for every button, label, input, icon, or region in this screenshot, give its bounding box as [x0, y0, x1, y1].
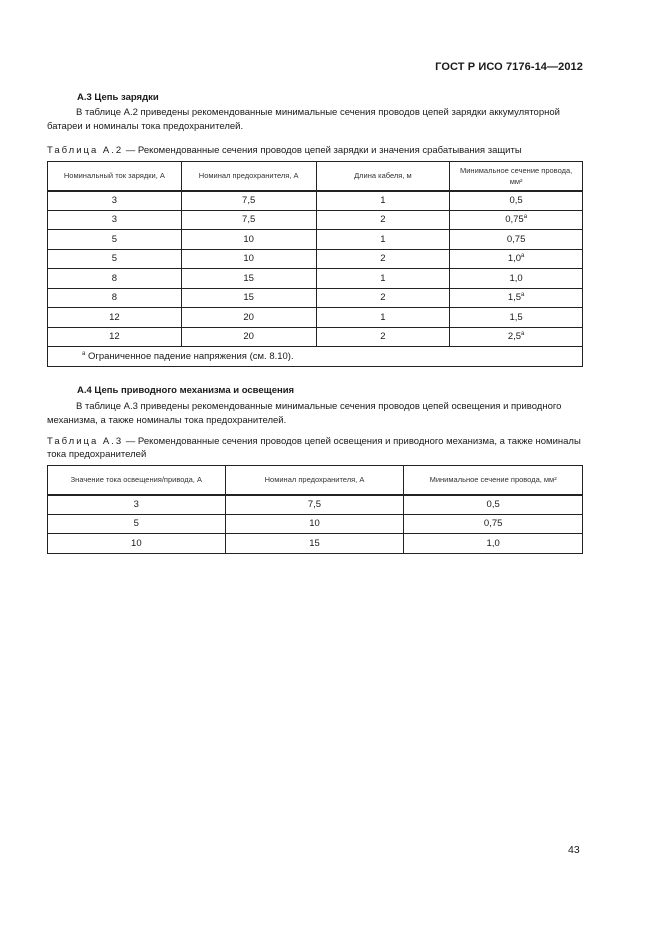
table-row [48, 249, 583, 269]
table-a3-caption [47, 435, 585, 461]
cell-fuse: 10 [181, 230, 316, 250]
cell-fuse: 10 [181, 249, 316, 269]
table-row [48, 191, 583, 211]
table-a2-footnote-row [48, 347, 583, 367]
footnote-marker: a [521, 292, 525, 299]
table-a3-header-current: Значение тока освещения/привода, А [48, 466, 226, 495]
table-a2-header-fuse: Номинал предохранителя, А [181, 162, 316, 191]
cell-section [450, 191, 583, 211]
table-a2-header-row [48, 162, 583, 191]
cell-current: 5 [48, 514, 226, 534]
cell-fuse: 7,5 [181, 191, 316, 211]
cell-section [450, 210, 583, 230]
table-a3-header-row [48, 466, 583, 495]
table-row [48, 230, 583, 250]
cell-section [450, 230, 583, 250]
table-row [48, 534, 583, 554]
footnote-marker: a [523, 214, 528, 221]
table-a2-caption [47, 144, 585, 157]
table-a2-header-section: Минимальное сечение провода, мм² [450, 162, 583, 191]
cell-fuse: 15 [225, 534, 404, 554]
cell-length: 1 [316, 308, 450, 328]
footnote-marker: a [521, 253, 525, 260]
cell-current: 5 [48, 249, 182, 269]
cell-current: 12 [48, 308, 182, 328]
page-number: 43 [568, 844, 580, 856]
cell-section-value: 1,5 [509, 311, 523, 323]
cell-section-value: 1,0 [509, 272, 523, 284]
cell-section: 0,75 [404, 514, 583, 534]
cell-section-value: 2,5 [507, 331, 522, 343]
cell-section-value: 1,5 [507, 292, 522, 304]
table-a2-header-current: Номинальный ток зарядки, А [48, 162, 182, 191]
cell-section [450, 308, 583, 328]
table-a3 [47, 465, 583, 554]
cell-section [450, 249, 583, 269]
table-a2-label: Таблица А.2 [47, 145, 124, 156]
cell-fuse: 20 [181, 327, 316, 347]
table-a2-header-length: Длина кабеля, м [316, 162, 450, 191]
cell-section: 0,5 [404, 495, 583, 515]
cell-current: 8 [48, 288, 182, 308]
cell-section-value: 0,75 [506, 233, 526, 245]
cell-length: 2 [316, 288, 450, 308]
cell-section [450, 288, 583, 308]
cell-fuse: 20 [181, 308, 316, 328]
cell-length: 2 [316, 327, 450, 347]
section-a4-paragraph: В таблице А.3 приведены рекомендованные минимальные сечения проводов цепей освещения и приводного механизма, а также номиналы тока предохранителей. [47, 401, 562, 426]
table-a2 [47, 161, 583, 367]
cell-current: 10 [48, 534, 226, 554]
table-row [48, 269, 583, 289]
cell-length: 2 [316, 249, 450, 269]
table-row [48, 288, 583, 308]
footnote-marker: a [521, 331, 525, 338]
table-row [48, 308, 583, 328]
cell-fuse: 15 [181, 288, 316, 308]
table-a2-title: — Рекомендованные сечения проводов цепей зарядки и значения срабатывания защиты [123, 145, 522, 156]
table-a3-header-section: Минимальное сечение провода, мм² [404, 466, 583, 495]
cell-section-value: 1,0 [507, 253, 522, 265]
table-a3-header-fuse: Номинал предохранителя, А [225, 466, 404, 495]
cell-fuse: 7,5 [225, 495, 404, 515]
table-row [48, 210, 583, 230]
cell-fuse: 10 [225, 514, 404, 534]
table-a3-label: Таблица А.3 [47, 436, 124, 447]
cell-current: 3 [48, 495, 226, 515]
cell-length: 2 [316, 210, 450, 230]
section-a3-paragraph: В таблице А.2 приведены рекомендованные минимальные сечения проводов цепей зарядки аккумуляторной батареи и номиналы тока предохранителей. [47, 107, 560, 132]
table-a2-footnote [48, 347, 583, 367]
section-heading-a4: А.4 Цепь приводного механизма и освещения [77, 385, 295, 396]
cell-length: 1 [316, 191, 450, 211]
cell-section: 1,0 [404, 534, 583, 554]
footnote-text: Ограниченное падение напряжения (см. 8.10). [85, 351, 294, 362]
document-id: ГОСТ Р ИСО 7176-14—2012 [435, 61, 583, 73]
cell-fuse: 7,5 [181, 210, 316, 230]
cell-current: 3 [48, 191, 182, 211]
cell-section-value: 0,75 [505, 214, 524, 226]
cell-length: 1 [316, 230, 450, 250]
table-row [48, 327, 583, 347]
footnote-marker: a [82, 350, 86, 357]
cell-current: 3 [48, 210, 182, 230]
cell-section [450, 327, 583, 347]
cell-section [450, 269, 583, 289]
cell-fuse: 15 [181, 269, 316, 289]
cell-current: 8 [48, 269, 182, 289]
table-a3-title: — Рекомендованные сечения проводов цепей освещения и приводного механизма, а также номиналы тока предохранителей [47, 436, 581, 460]
cell-current: 12 [48, 327, 182, 347]
table-row [48, 495, 583, 515]
cell-current: 5 [48, 230, 182, 250]
cell-section-value: 0,5 [509, 195, 523, 206]
section-heading-a3: А.3 Цепь зарядки [77, 92, 159, 103]
table-row [48, 514, 583, 534]
cell-length: 1 [316, 269, 450, 289]
